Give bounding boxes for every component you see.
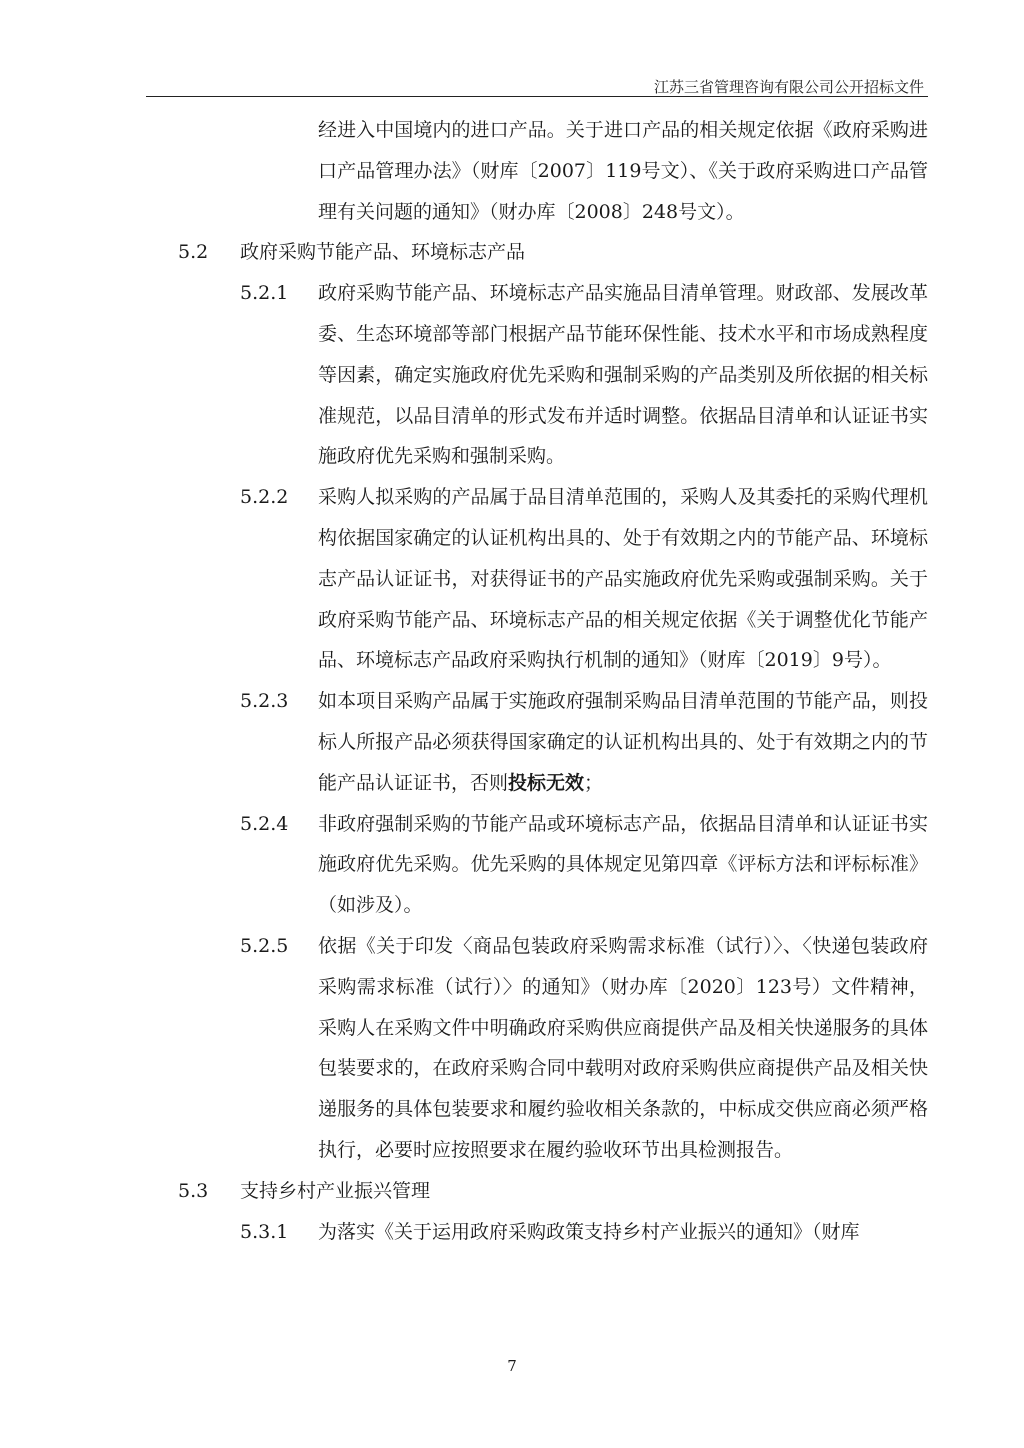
clause-text-main: 如本项目采购产品属于实施政府强制采购品目清单范围的节能产品，则投标人所报产品必须获得国家确定的认证机构出具的、处于有效期之内的节能产品认证证书，否则 <box>318 690 928 794</box>
bid-invalid-emphasis: 投标无效 <box>508 771 585 794</box>
section-number: 5.2 <box>178 241 209 264</box>
clause-number: 5.2.1 <box>240 282 289 305</box>
section-title: 政府采购节能产品、环境标志产品 <box>240 241 526 264</box>
clause-5-2-5 <box>0 926 1024 1171</box>
header-divider <box>146 96 928 97</box>
clause-text-tail: ； <box>584 771 604 794</box>
paragraph-text: 经进入中国境内的进口产品。关于进口产品的相关规定依据《政府采购进口产品管理办法》（财库〔2007〕119号文）、《关于政府采购进口产品管理有关问题的通知》（财办库〔2008〕248号文）。 <box>318 119 928 223</box>
page-number: 7 <box>507 1357 517 1375</box>
clause-number: 5.2.3 <box>240 690 289 713</box>
clause-text <box>318 681 928 803</box>
clause-5-2-1 <box>0 273 1024 477</box>
section-heading-5-3 <box>0 1171 1024 1212</box>
clause-number: 5.2.4 <box>240 812 289 835</box>
clause-text: 依据《关于印发〈商品包装政府采购需求标准（试行）〉、〈快递包装政府采购需求标准（试行）〉的通知》（财办库〔2020〕123号）文件精神，采购人在采购文件中明确政府采购供应商提供产品及相关快递服务的具体包装要求的，在政府采购合同中载明对政府采购供应商提供产品及相关快递服务的具体包装要求和履约验收相关条款的，中标成交供应商必须严格执行，必要时应按照要求在履约验收环节出具检测报告。 <box>318 934 928 1161</box>
document-header-title: 江苏三省管理咨询有限公司公开招标文件 <box>653 78 924 96</box>
clause-text: 为落实《关于运用政府采购政策支持乡村产业振兴的通知》（财库 <box>318 1220 860 1243</box>
clause-number: 5.2.2 <box>240 486 289 509</box>
clause-number: 5.3.1 <box>240 1220 289 1243</box>
clause-text: 采购人拟采购的产品属于品目清单范围的，采购人及其委托的采购代理机构依据国家确定的认证机构出具的、处于有效期之内的节能产品、环境标志产品认证证书，对获得证书的产品实施政府优先采购或强制采购。关于政府采购节能产品、环境标志产品的相关规定依据《关于调整优化节能产品、环境标志产品政府采购执行机制的通知》（财库〔2019〕9号）。 <box>318 486 928 672</box>
clause-text: 政府采购节能产品、环境标志产品实施品目清单管理。财政部、发展改革委、生态环境部等部门根据产品节能环保性能、技术水平和市场成熟程度等因素，确定实施政府优先采购和强制采购的产品类别及所依据的相关标准规范，以品目清单的形式发布并适时调整。依据品目清单和认证证书实施政府优先采购和强制采购。 <box>318 282 928 468</box>
clause-number: 5.2.5 <box>240 934 289 957</box>
section-title: 支持乡村产业振兴管理 <box>240 1179 431 1202</box>
section-number: 5.3 <box>178 1179 209 1202</box>
clause-text: 非政府强制采购的节能产品或环境标志产品，依据品目清单和认证证书实施政府优先采购。优先采购的具体规定见第四章《评标方法和评标标准》（如涉及）。 <box>318 812 928 917</box>
page-content <box>0 110 1024 1252</box>
clause-5-2-2 <box>0 477 1024 681</box>
clause-5-3-1 <box>0 1212 1024 1253</box>
paragraph-continuation <box>0 110 1024 232</box>
clause-5-2-3 <box>0 681 1024 803</box>
section-heading-5-2 <box>0 232 1024 273</box>
clause-5-2-4 <box>0 804 1024 926</box>
